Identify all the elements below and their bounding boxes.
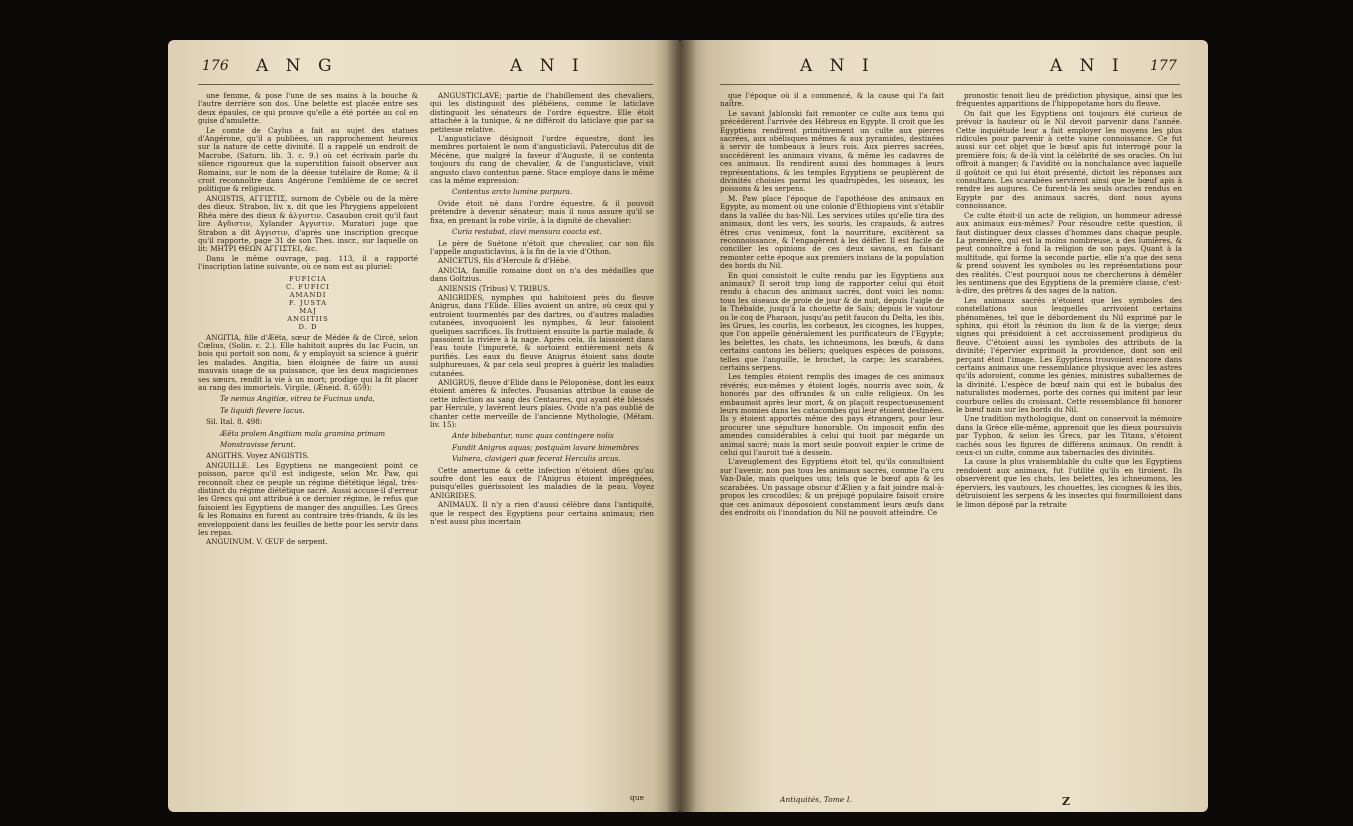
paragraph: ANGUINUM. V. ŒUF de serpent.	[206, 537, 328, 547]
paragraph: Une tradition mythologique, dont on conservoit la mémoire dans la Grèce elle-même, apprenoit que les dieux poursuivis par Typhon, & selon les Grecs, par les Titans, s'étoient cachés sous les figures de différens animaux. On rendit à ceux-ci un culte, comme aux tabernacles des divinités.	[956, 414, 1182, 458]
paragraph: M. Paw place l'époque de l'apothéose des animaux en Egypte, au moment où une colonie d'Ethiopiens vint s'établir dans la vallée du bas-Nil. Les services utiles qu'elle tira des animaux, dont les vers, les souris, les crapauds, & autres êtres crus venimeux, font la nourriture, excitèrent sa reconnoissance, & l'engagèrent à les déifier. Il est facile de concilier les opinions de ces deux savans, en faisant remonter cette époque aux premiers instans de la population des bords du Nil.	[720, 193, 944, 271]
paragraph: Sil. Ital. 8. 498:	[206, 417, 263, 427]
paragraph: que l'époque où il a commencé, & la cause qui l'a fait naître.	[720, 91, 944, 109]
signature-mark: Z	[1062, 795, 1071, 808]
right-page	[680, 40, 1208, 812]
text-block	[430, 240, 654, 430]
running-head-right-1: A N I	[800, 56, 875, 76]
paragraph: ANGUILLE. Les Egyptiens ne mangeoient point ce poisson, parce qu'il est indigeste, selon Mr. Paw, qui reconnoît chez ce peuple un régime diététique légal, très-distinct du régime diététique sacré. Aussi accuse-il d'erreur les Grecs qui ont attribué à ce dernier régime, le refus que faisoient les Egyptiens de manger des anguilles. Les Grecs & les Romains en furent au contraire très-friands, & ils les enveloppoient dans les feuilles de bette pour les servir dans les repas.	[198, 460, 418, 538]
paragraph: ANGITHS. Voyez ANGISTIS.	[206, 451, 310, 461]
open-book	[168, 40, 1208, 812]
verse-line: Te nemus Angitiæ, vitrea te Fucinus unda,	[220, 394, 375, 404]
paragraph: Le savant Jablonski fait remonter ce culte aux tems qui précédèrent l'arrivée des Hébreux en Egypte. Il croit que les Egyptiens rendirent primitivement un culte aux pierres sacrées, aux obélisques mêmes & aux pyramides, destinées à servir de tombeaux à leurs rois. Aux pierres sacrées, succédèrent les animaux vivans, & même les cadavres de ces animaux. Ils rendirent aussi des hommages à leurs représentations, & les temples Egyptiens se peuplèrent de divinités choisies parmi les quadrupèdes, les oiseaux, les poissons & les serpens.	[720, 108, 944, 194]
paragraph: pronostic tenoit lieu de prédiction physique, ainsi que les fréquentes apparitions de l'hippopotame hors du fleuve.	[956, 91, 1182, 109]
running-head-right-2: A N I	[1050, 56, 1125, 76]
paragraph: Ce culte étoit-il un acte de religion, un hommeur adressé aux animaux eux-mêmes? Pour résoudre cette question, il faut distinguer deux classes d'hommes dans chaque peuple. La première, qui est la moins nombreuse, a des lumières, & peut connoître à fond la religion de son pays. Quant à la multitude, qui forme la seconde partie, elle n'a que des sens & prend souvent les symboles ou les représentations pour des réalités. C'est pourquoi nous ne chercherons à démêler les sentimens que des Egyptiens de la première classe, c'est-à-dire, des prêtres & des sages de la nation.	[956, 210, 1182, 296]
verse-quote	[198, 430, 418, 450]
inscription-line: AMANDI	[289, 290, 327, 299]
paragraph: ANICIA, famille romaine dont on n'a des médailles que dans Goltzius.	[430, 265, 654, 284]
paragraph: Cette amertume & cette infection n'étoient dûes qu'au soufre dont les eaux de l'Anigrus étoient imprégnées, puisqu'elles guérissoient les maladies de la peau. Voyez ANIGRIDES.	[430, 465, 654, 500]
text-block	[198, 92, 418, 272]
running-head-left: A N G	[256, 56, 338, 76]
verse-quote	[430, 188, 654, 196]
text-block	[430, 92, 654, 185]
paragraph: Le comte de Caylus a fait au sujet des statues d'Angérone, qu'il a publiées, un rapprochement heureux sur la nature de cette divinité. Il a rappelé un endroit de Macrobe, (Saturn. lib. 3. c. 9.) où cet écrivain parle du silence rigoureux que la superstition faisoit observer aux Romains, sur le nom de la déesse tutélaire de Rome; & il croit reconnoître dans Angérone l'emblème de ce secret politique & religieux.	[198, 125, 418, 194]
volume-footer: Antiquités, Tome I.	[780, 795, 852, 804]
inscription-line: F. JUSTA	[288, 298, 328, 307]
left-column-2	[430, 92, 654, 528]
text-block	[198, 418, 418, 426]
paragraph: ANIGRUS, fleuve d'Elide dans le Péloponèse, dont les eaux étoient amères & infectes. Pausanias attribue la cause de cette infection au sang des Centaures, qui ayant été blessés par Hercule, y lavèrent leurs plaies. Ovide n'a pas oublié de chanter cette merveille de l'ancienne Mythologie, (Métam. liv. 15):	[430, 378, 654, 430]
left-page	[168, 40, 680, 812]
paragraph: La cause la plus vraisemblable du culte que les Egyptiens rendoient aux animaux, fut l'utilité qu'ils en tiroient. Ils observèrent que les chats, les belettes, les ichneumons, les éperviers, les vautours, les chouettes, les cicognes & les ibis, détruisoient les serpens & les insectes qui fourmilloient dans le limon déposé par la retraite	[956, 457, 1182, 509]
verse-quote	[430, 228, 654, 236]
verse-line: Curia restabat, clavi mensura coacta est.	[452, 227, 602, 237]
paragraph: ANGISTIS, ΑΓΓΙΣΤΙΣ, surnom de Cybèle ou de la mère des dieux. Strabon, liv. x, dit que les Phrygiens appeloient Rhéa mère des dieux & ἀλγιστιν. Casaubon croit qu'il faut lire Αγδιστιν, Xylander Αγγιστιν. Muratori juge que Strabon a dit Αγγιστιν, d'après une inscription grecque qu'il rapporte, page 31 de son Thes. inscr., sur laquelle on lit: ΜΗΤΡΙ ΘΕΩΝ ΑΓΓΙΣΤΕΙ, &c.	[198, 193, 418, 254]
text-block	[956, 92, 1182, 509]
right-column-2	[956, 92, 1182, 510]
paragraph: ANGITIA, fille d'Æëta, sœur de Médée & de Circé, selon Cœlius, (Solin. c. 2.). Elle habitoit auprès du lac Fucin, un bois qui portoit son nom, & y employoit sa science à guérir les malades. Angitia, bien éloignée de faire un aussi mauvais usage de sa puissance, que les deux magiciennes ses sœurs, rendit la vie à un mort; prodige qui la fit placer au rang des immortels. Virgile, (Æneid. 8. 659):	[198, 332, 418, 392]
paragraph: En quoi consistoit le culte rendu par les Egyptiens aux animaux? Il seroit trop long de rapporter celui qui étoit rendu à chacun des animaux sacrés, dont voici les noms: tous les oiseaux de proie de jour & de nuit, depuis l'aigle de la Thébaïde, jusqu'à la chouette de Saïs; depuis le vautour ou le coq de Pharaon, jusqu'au petit faucon du Delta, les ibis, les Grues, les courlis, les corbeaux, les cicognes, les huppes, que l'on appelle généralement les purificateurs de l'Egypte; les belettes, les chats, les ichneumons, les bœufs, & dans certains cantons les béliers; quelques espèces de poissons, telles que l'anguille, le brochet, la carpe; les scarabées, certains serpens.	[720, 270, 944, 372]
verse-quote	[430, 432, 654, 463]
latin-inscription	[198, 275, 418, 331]
page-number-left: 176	[202, 58, 229, 74]
catchword: que	[630, 793, 645, 802]
text-block	[430, 200, 654, 225]
paragraph: ANIGRIDES, nymphes qui habitoient près du fleuve Anigrus, dans l'Elide. Elles avoient un antre, où ceux qui y entroient tourmentés par des dartres, ou d'autres maladies cutanées, invoquoient les nymphes, & leur faisoient quelques sacrifices. Ils frottoient ensuite la partie malade, & passoient la rivière à la nage. Après cela, ils laissoient dans l'eau toute l'impureté, & sortoient entièrement nets & purifiés. Les eaux du fleuve Anigrus étoient sans doute sulphureuses, & par cela seul propres à guérir les maladies cutanées.	[430, 292, 654, 378]
verse-line: Vulnera, clavigeri quæ fecerat Herculis arcus.	[452, 454, 621, 464]
text-block	[720, 92, 944, 517]
inscription-line: FUFICIA	[289, 274, 327, 283]
header-rule	[198, 84, 653, 85]
verse-line: Æëta prolem Angitiam mala gramina primam	[220, 428, 386, 438]
verse-line: Fundit Anigros aquas; postquàm lavare bimembres	[452, 442, 639, 452]
paragraph: Dans le même ouvrage, pag. 113, il a rapporté l'inscription latine suivante, où ce nom est au pluriel:	[198, 253, 418, 272]
left-column-1	[198, 92, 418, 548]
inscription-line: C. FUFICI	[285, 282, 330, 291]
paragraph: ANIMAUX. Il n'y a rien d'aussi célèbre dans l'antiquité, que le respect des Egyptiens pour certains animaux; rien n'est aussi plus incertain	[430, 500, 654, 527]
inscription-line: MAJ	[299, 306, 317, 315]
inscription-line: ANGITIIS	[287, 314, 329, 323]
paragraph: une femme, & pose l'une de ses mains à la bouche & l'autre derrière son dos. Une belette est placée entre ses deux épaules, ce qui prouve qu'elle a été portée au col en guise d'amulette.	[198, 91, 418, 126]
verse-line: Monstravisse ferunt.	[220, 440, 296, 449]
verse-quote	[198, 395, 418, 415]
paragraph: Le père de Suétone n'étoit que chevalier, car son fils l'appelle angusticlavius, à la fin de la vie d'Othon.	[430, 238, 654, 256]
paragraph: On fait que les Egyptiens ont toujours été curieux de prévoir la hauteur où le Nil devoit parvenir dans l'année. Cette inquiétude leur a fait employer les moyens les plus ridicules pour parvenir à cette vaine connoissance. Ce fut aussi sur cet objet que le bœuf apis fut interrogé pour la première fois; & de-là vint la célébrité de ses oracles. On lui offroit à manger; & l'avidité ou la nonchalance avec laquelle il goûtoit ce qui lui étoit présenté, dictoit les réponses aux consultans. Les scarabées servirent ainsi que le bœuf apis à rendre les augures. Ce furent-là les seuls oracles rendus en Egypte par des animaux sacrés, dont nous ayons connoissance.	[956, 108, 1182, 211]
paragraph: Ovide étoit né dans l'ordre équestre, & il pouvoit prétendre à devenir sénateur; mais il nous assure qu'il se fixa, en prenant la robe virile, à la dignité de chevalier:	[430, 198, 654, 225]
text-block	[430, 467, 654, 527]
inscription-line: D. D	[298, 322, 318, 331]
text-block	[198, 334, 418, 393]
header-rule	[720, 84, 1180, 85]
page-number-right: 177	[1150, 58, 1177, 74]
paragraph: Les temples étoient remplis des images de ces animaux révérés; eux-mêmes y étoient logés, nourris avec soin, & honorés par des offrandes & un culte religieux. On les embaumoit après leur mort, & on plaçoit respectueusement leurs momies dans les catacombes qui leur étoient destinées. Ils y étoient apportés même des pays étrangers, pour leur procurer une sépulture honorable. On imposoit enfin des amendes considérables à celui qui tuoit par mégarde un animal sacré; mais la mort seule pouvoit expier le crime de celui qui l'auroit tué à dessein.	[720, 372, 944, 458]
verse-line: Te liquidi flevere lacus.	[220, 405, 305, 415]
paragraph: ANGUSTICLAVE; partie de l'habillement des chevaliers, qui les distinguoit des plébéiens, comme le laticlave distinguoit les sénateurs de l'ordre équestre. Elle étoit attachée à la tunique, & ne différoit du laticlave que par sa petitesse relative.	[430, 91, 654, 134]
right-column-1	[720, 92, 944, 518]
running-head-center: A N I	[510, 56, 585, 76]
paragraph: ANICETUS, fils d'Hercule & d'Hébé.	[438, 256, 572, 266]
paragraph: L'aveuglement des Egyptiens étoit tel, qu'ils consultoient sur l'avenir, non pas tous les animaux sacrés, comme l'a cru Van-Dale, mais quelques uns; tels que le bœuf apis & les scarabées. Un passage obscur d'Ælien y a fait joindre mal-à-propos les crocodiles; & un préjugé populaire faisoit croire que ces animaux déposoient constamment leurs œufs dans des endroits où l'inondation du Nil ne pouvoit atteindre. Ce	[720, 457, 944, 517]
verse-line: Contentus arcto lumine purpura.	[452, 187, 573, 197]
paragraph: Les animaux sacrés n'étoient que les symboles des constellations sous lesquelles arrivoient certains phénomènes, tel que le débordement du Nil exprimé par le sphinx, qui étoit la réunion du lion & de la vierge; deux signes qui présidoient à cet accroissement prodigieux du fleuve. C'étoient aussi les symboles des attributs de la divinité; l'épervier exprimoit la providence, dont son œil perçant étoit l'image. Les Egyptiens trouvoient encore dans certains animaux une ressemblance physique avec les astres qu'ils adoroient, comme les génies, ministres subalternes de la divinité. L'espèce de bœuf nain qui est le bubalus des naturalistes modernes, porte des cornes qui imitent par leur courbure celles du croissant. Cette ressemblance fit honorer le bœuf nain sur les bords du Nil.	[956, 295, 1182, 415]
verse-line: Ante bibebantur, nunc quas contingere nolis	[452, 431, 614, 441]
paragraph: L'angusticlave désignoit l'ordre équestre, dont les membres portoient le nom d'angusticlavii. Paterculus dit de Mécène, que malgré la faveur d'Auguste, il se contenta toujours du rang de chevalier, & de l'angusticlave, vixit angusto clavo contentus pænè. Stace employe dans le même cas la même expression:	[430, 134, 654, 186]
text-block	[198, 452, 418, 546]
paragraph: ANIENSIS (Tribus) V. TRIBUS.	[438, 283, 551, 293]
